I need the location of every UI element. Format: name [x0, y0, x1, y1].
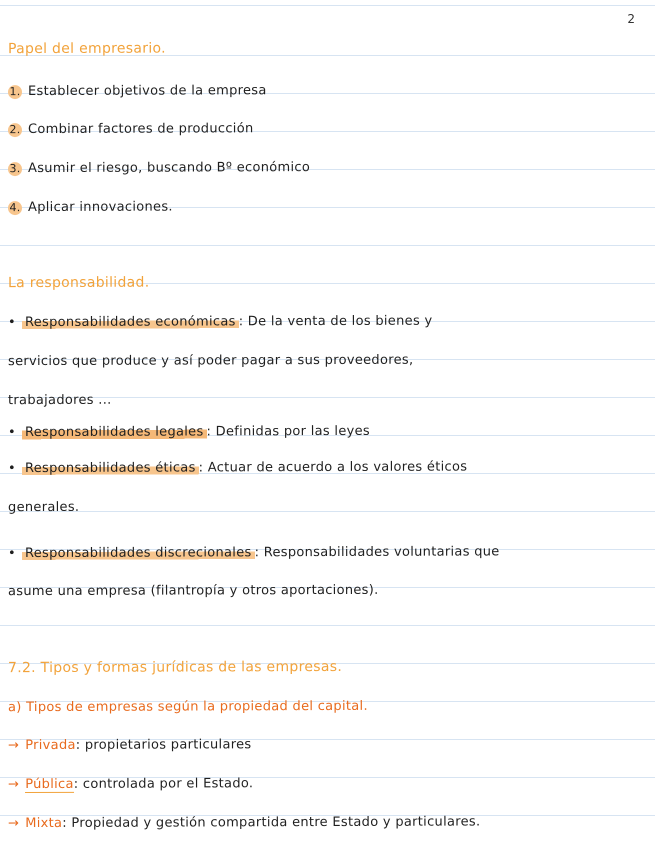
highlight-label: Responsabilidades legales [22, 424, 207, 440]
arrow-right-icon: → [7, 738, 20, 754]
responsabilidad-etica [8, 459, 647, 476]
highlight-label: Responsabilidades discrecionales [22, 545, 255, 561]
description-continuation: asume una empresa (filantropía y otros aportaciones). [7, 582, 379, 600]
section-title-tipos: 7.2. Tipos y formas jurídicas de las empresas. [7, 658, 343, 677]
item-text: : Propiedad y gestión compartida entre Estado y particulares. [62, 814, 481, 831]
item-label: Privada [25, 737, 76, 754]
arrow-right-icon: → [7, 777, 20, 793]
section-title-responsabilidad: La responsabilidad. [7, 274, 150, 292]
responsabilidad-legal [8, 423, 647, 440]
item-text: Combinar factores de producción [27, 121, 254, 138]
bullet-icon: • [7, 315, 16, 331]
responsabilidad-economica [8, 313, 647, 330]
item-text: Aplicar innovaciones. [27, 199, 173, 216]
item-number: 4. [9, 201, 21, 215]
item-text: : propietarios particulares [75, 737, 252, 753]
description: : Definidas por las leyes [206, 423, 371, 440]
description-continuation: trabajadores ... [7, 392, 112, 409]
list-item [8, 814, 647, 831]
arrow-right-icon: → [7, 816, 20, 832]
bullet-icon: • [7, 546, 16, 562]
subsection-title: a) Tipos de empresas según la propiedad del capital. [7, 698, 368, 716]
item-label: Mixta [25, 815, 63, 832]
list-item [8, 82, 647, 99]
highlight-label: Responsabilidades éticas [22, 460, 199, 476]
description: : Responsabilidades voluntarias que [254, 544, 500, 561]
list-item [8, 198, 647, 215]
list-item [8, 120, 647, 137]
section-title-papel: Papel del empresario. [7, 40, 166, 58]
page-number: 2 [627, 12, 635, 26]
highlight-label: Responsabilidades económicas [22, 314, 239, 330]
item-text: Asumir el riesgo, buscando Bº económico [27, 160, 311, 177]
responsabilidad-discrecional [8, 544, 647, 561]
item-label: Pública [25, 776, 74, 793]
description-continuation: servicios que produce y así poder pagar a sus proveedores, [7, 352, 414, 370]
description: : De la venta de los bienes y [238, 313, 433, 330]
bullet-icon: • [7, 461, 16, 477]
list-item [8, 159, 647, 176]
item-number: 2. [9, 123, 21, 137]
description: : Actuar de acuerdo a los valores éticos [198, 459, 468, 476]
item-text: Establecer objetivos de la empresa [27, 83, 267, 100]
item-text: : controlada por el Estado. [73, 776, 254, 792]
item-number: 3. [9, 162, 21, 176]
list-item [8, 775, 647, 792]
description-continuation: generales. [7, 499, 80, 516]
list-item [8, 736, 647, 753]
bullet-icon: • [7, 425, 16, 441]
item-number: 1. [9, 85, 21, 99]
